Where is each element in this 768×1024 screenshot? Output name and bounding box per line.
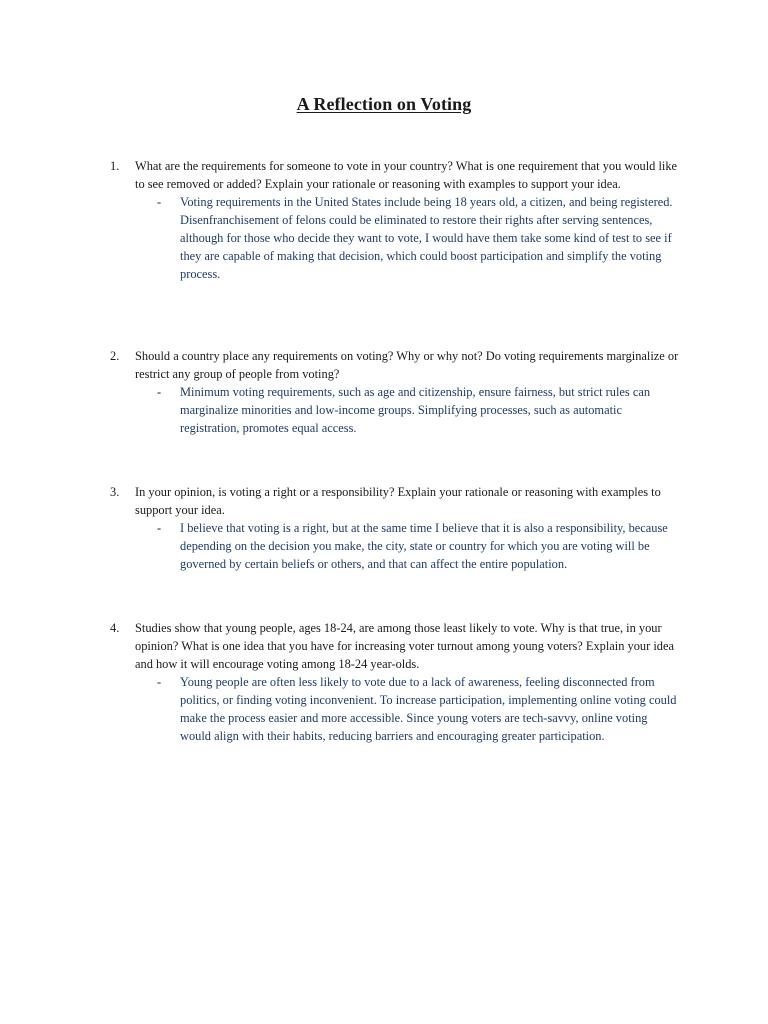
question-3 (110, 483, 680, 519)
question-block-4 (110, 619, 680, 745)
question-block-1 (110, 157, 680, 283)
answer-bullet: - (157, 385, 162, 399)
question-block-2 (110, 347, 680, 437)
question-2 (110, 347, 680, 383)
answer-text: I believe that voting is a right, but at the same time I believe that it is also a responsibility, because depending on the decision you make, the city, state or country for which you are voting will be governed by certain beliefs or others, and that can affect the entire population. (180, 521, 668, 571)
answer-3 (157, 519, 680, 573)
answer-bullet: - (157, 195, 162, 209)
answer-1 (157, 193, 680, 283)
question-number: 2. (110, 349, 120, 363)
question-text: Should a country place any requirements on voting? Why or why not? Do voting requirements marginalize or restrict any group of people from voting? (135, 349, 679, 381)
question-text: What are the requirements for someone to vote in your country? What is one requirement that you would like to see removed or added? Explain your rationale or reasoning with examples to support your idea. (135, 159, 678, 191)
answer-4 (157, 673, 680, 745)
document-title: A Reflection on Voting (296, 94, 472, 114)
question-4 (110, 619, 680, 673)
answer-text: Minimum voting requirements, such as age and citizenship, ensure fairness, but strict rules can marginalize minorities and low-income groups. Simplifying processes, such as automatic registration, promotes equal access. (180, 385, 651, 435)
question-number: 1. (110, 159, 120, 173)
answer-text: Voting requirements in the United States include being 18 years old, a citizen, and being registered. Disenfranchisement of felons could be eliminated to restore their rights after serving sentences, although for those who decide they want to vote, I would have them take some kind of test to see if they are capable of making that decision, which could boost participation and simplify the voting process. (180, 195, 673, 281)
question-block-3 (110, 483, 680, 573)
question-text: Studies show that young people, ages 18-24, are among those least likely to vote. Why is that true, in your opinion? What is one idea that you have for increasing voter turnout among young voters? Explain your idea and how it will encourage voting among 18-24 year-olds. (135, 621, 674, 671)
answer-bullet: - (157, 675, 162, 689)
question-1 (110, 157, 680, 193)
question-number: 3. (110, 485, 120, 499)
question-number: 4. (110, 621, 120, 635)
answer-2 (157, 383, 680, 437)
question-text: In your opinion, is voting a right or a responsibility? Explain your rationale or reasoning with examples to support your idea. (135, 485, 661, 517)
answer-bullet: - (157, 521, 162, 535)
answer-text: Young people are often less likely to vote due to a lack of awareness, feeling disconnected from politics, or finding voting inconvenient. To increase participation, implementing online voting could make the process easier and more accessible. Since young voters are tech-savvy, online voting would align with their habits, reducing barriers and encouraging greater participation. (180, 675, 677, 743)
